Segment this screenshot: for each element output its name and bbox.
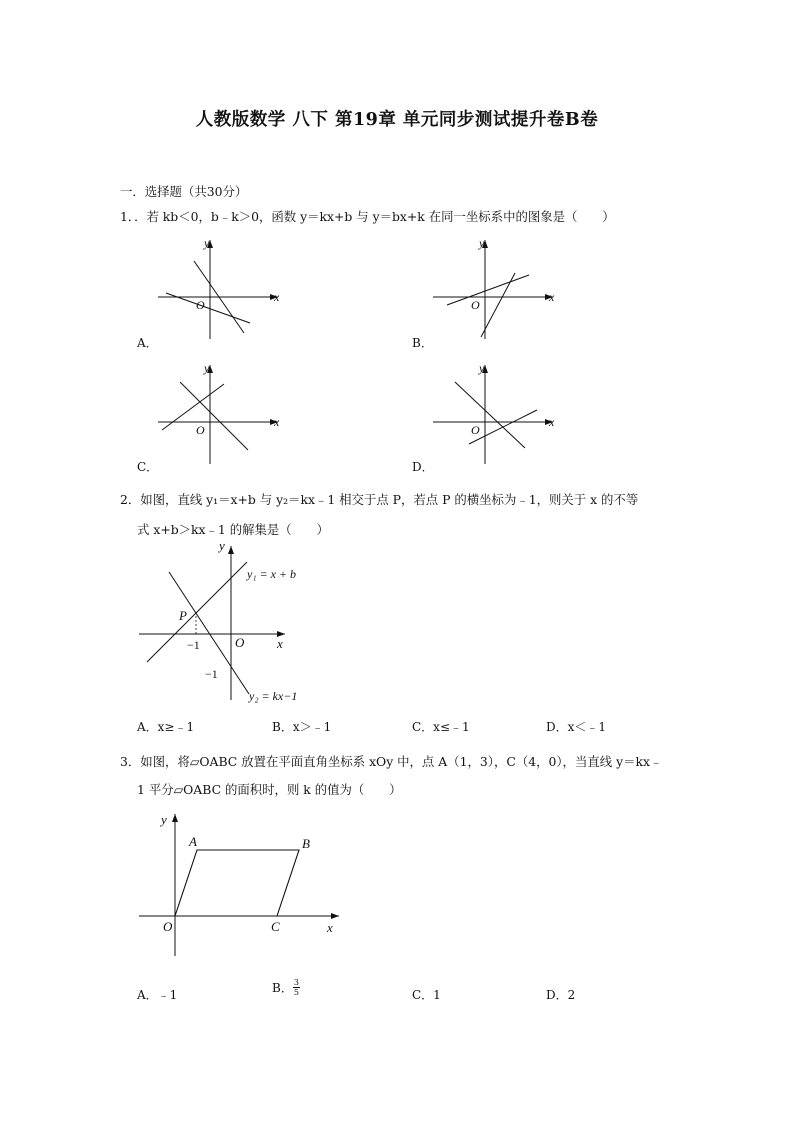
axis-y-label: y xyxy=(204,361,210,375)
origin-label: O xyxy=(196,423,205,437)
axis-y-label: y xyxy=(161,812,167,827)
axis-x-label: x xyxy=(549,290,555,304)
q1-option-d[interactable]: D． xyxy=(412,460,434,474)
axis-y-label: y xyxy=(219,538,225,553)
vertex-c-label: C xyxy=(271,919,280,934)
origin-label: O xyxy=(163,919,173,934)
neg1-y-label: −1 xyxy=(205,667,218,681)
q2-text-line2: 式 x+b＞kx﹣1 的解集是（ ） xyxy=(137,522,329,537)
axis-x-label: x xyxy=(274,415,280,429)
origin-label: O xyxy=(471,298,480,312)
q2-figure xyxy=(135,540,335,710)
q2-option-d[interactable]: D．x＜﹣1 xyxy=(546,720,607,734)
q2-option-c[interactable]: C．x≤﹣1 xyxy=(412,720,470,734)
q3-option-c[interactable]: C．1 xyxy=(412,988,441,1002)
q1-option-b[interactable]: B． xyxy=(412,336,433,350)
axis-x-label: x xyxy=(549,415,555,429)
q3-option-d[interactable]: D．2 xyxy=(546,988,576,1002)
point-p-label: P xyxy=(179,608,187,623)
fraction xyxy=(293,978,300,997)
line-y2-label: y₂ = kx−1 xyxy=(249,689,298,703)
q1-option-c[interactable]: C． xyxy=(137,460,159,474)
q3-option-b-prefix: B． xyxy=(272,981,293,995)
q2-text-line1: 2．如图，直线 y₁＝x+b 与 y₂＝kx﹣1 相交于点 P，若点 P 的横坐标为﹣1，则关于 x 的不等 xyxy=(120,492,639,507)
q2-option-b[interactable]: B．x＞﹣1 xyxy=(272,720,332,734)
origin-label: O xyxy=(235,635,245,650)
line-y1-label: y₁ = x + b xyxy=(247,567,297,581)
q1-option-a[interactable]: A． xyxy=(137,336,158,350)
q3-text-line1: 3．如图，将▱OABC 放置在平面直角坐标系 xOy 中，点 A（1，3），C（4，0），当直线 y＝kx﹣ xyxy=(120,754,663,769)
vertex-a-label: A xyxy=(189,834,197,849)
axis-x-label: x xyxy=(274,290,280,304)
q3-option-b[interactable] xyxy=(272,978,300,997)
page-title: 人教版数学 八下 第19章 单元同步测试提升卷B卷 xyxy=(195,110,599,130)
q2-option-a[interactable]: A．x≥﹣1 xyxy=(137,720,195,734)
axis-x-label: x xyxy=(327,920,333,935)
axis-y-label: y xyxy=(479,236,485,250)
neg1-x-label: −1 xyxy=(187,638,200,652)
fraction-numerator: 3 xyxy=(293,978,299,987)
q1-graph-a xyxy=(150,235,290,345)
q3-text-line2: 1 平分▱OABC 的面积时，则 k 的值为（ ） xyxy=(137,782,402,797)
vertex-b-label: B xyxy=(302,836,310,851)
q3-figure xyxy=(135,810,355,960)
origin-label: O xyxy=(196,298,205,312)
axis-y-label: y xyxy=(204,236,210,250)
q1-text: 1．．若 kb＜0，b﹣k＞0，函数 y＝kx+b 与 y＝bx+k 在同一坐标系中的图象是（ ） xyxy=(120,209,615,224)
section-heading: 一．选择题（共30分） xyxy=(120,184,248,199)
origin-label: O xyxy=(471,423,480,437)
axis-x-label: x xyxy=(277,636,283,651)
q3-option-a[interactable]: A．﹣1 xyxy=(137,988,178,1002)
q1-graph-d xyxy=(425,360,565,470)
q1-graph-c xyxy=(150,360,290,470)
q1-graph-b xyxy=(425,235,565,345)
axis-y-label: y xyxy=(479,361,485,375)
fraction-denominator: 5 xyxy=(293,988,299,997)
